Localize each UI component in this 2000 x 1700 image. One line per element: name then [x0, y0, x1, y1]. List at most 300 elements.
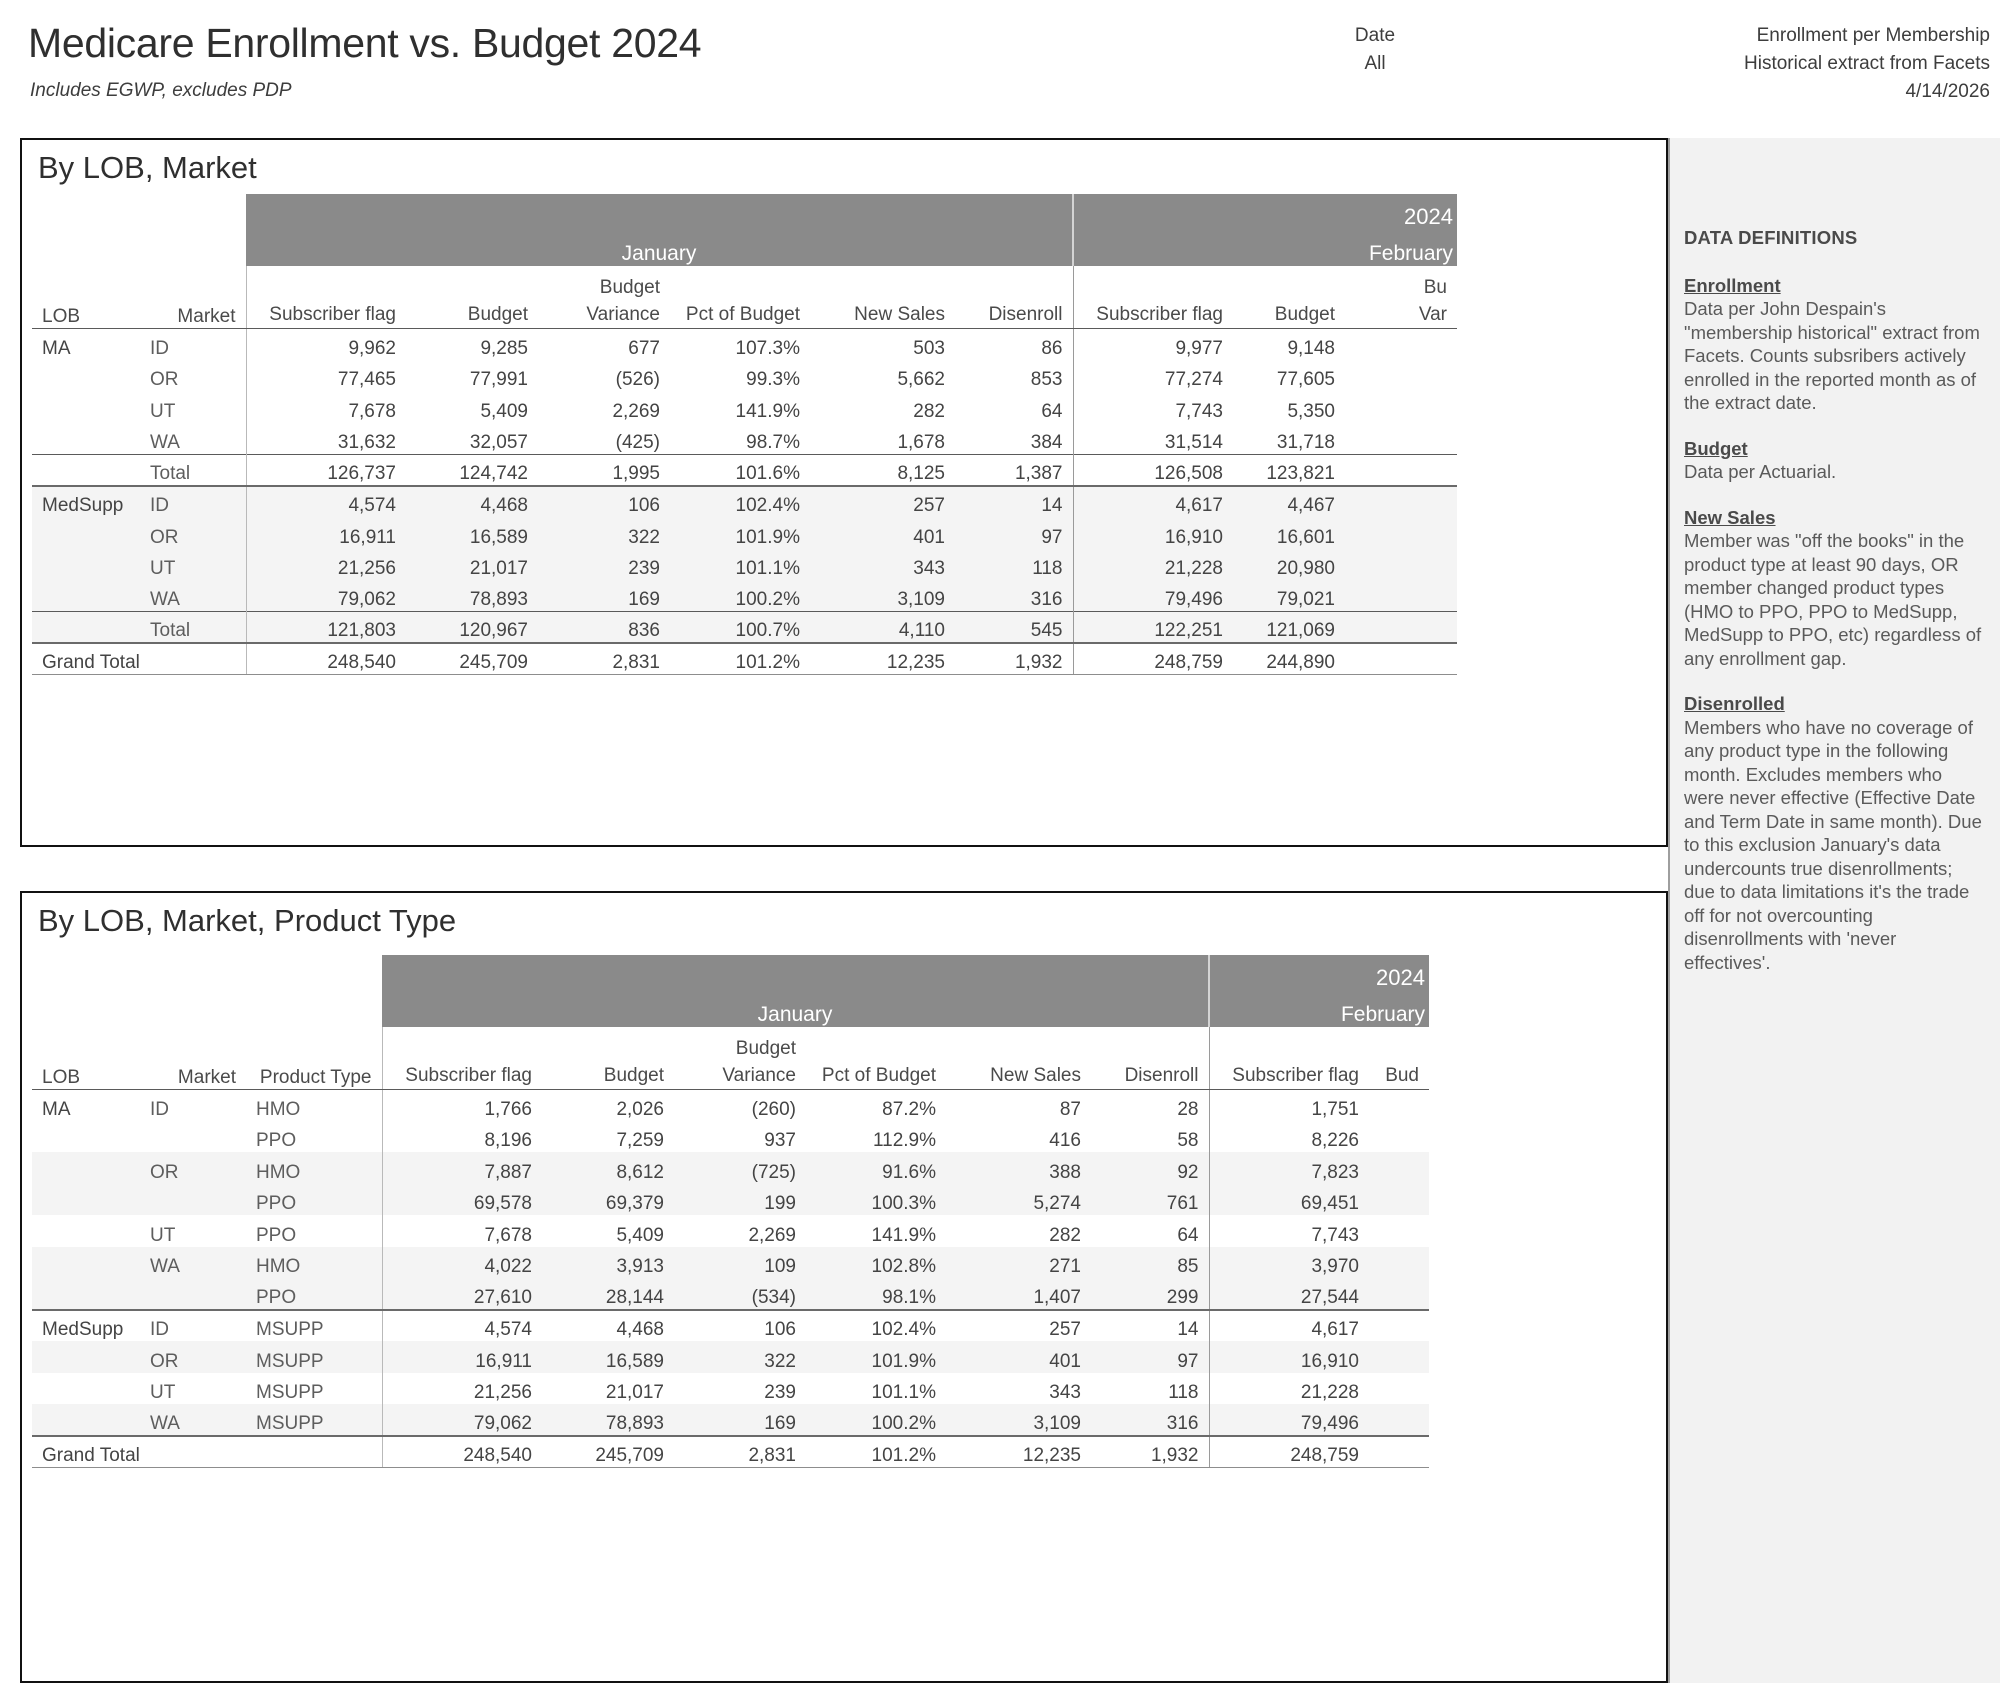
- cell-jan-disenroll: 761: [1091, 1184, 1209, 1216]
- col-header-feb-budget[interactable]: Budget: [1233, 266, 1345, 328]
- cell-jan-subscriber-flag: 4,022: [382, 1247, 542, 1279]
- cell-jan-disenroll: 14: [1091, 1310, 1209, 1342]
- cell-feb-subscriber-flag: 9,977: [1073, 328, 1233, 360]
- table-row: [32, 1341, 1429, 1373]
- definition-text: Members who have no coverage of any product type in the following month. Excludes members who were never effective (Effective Date and Term Date in same month). Due to this exclusion January's data undercounts true disenrollments; due to data limitations it's the trade off for not overcounting disenrollments with 'never effectives'.: [1684, 716, 1982, 973]
- cell-jan-disenroll: 1,932: [1091, 1436, 1209, 1468]
- cell-feb-budget-variance: [1345, 580, 1457, 612]
- cell-feb-subscriber-flag: 248,759: [1073, 643, 1233, 675]
- table-row: [32, 1373, 1429, 1405]
- header-band-month: [32, 230, 1457, 266]
- pivot-table-by-lob-market: [32, 194, 1457, 675]
- cell-market: ID: [150, 337, 169, 359]
- cell-jan-new-sales: 343: [1049, 1382, 1081, 1403]
- cell-jan-subscriber-flag: 16,911: [382, 1341, 542, 1373]
- cell-jan-disenroll: 86: [1041, 337, 1063, 359]
- table-subtotal-row: [32, 454, 1457, 486]
- cell-feb-budget: 16,601: [1233, 517, 1345, 549]
- cell-jan-budget: 21,017: [605, 1382, 664, 1403]
- cell-jan-new-sales: 388: [946, 1152, 1091, 1184]
- header-band-month: [32, 991, 1429, 1027]
- cell-jan-disenroll: 97: [955, 517, 1073, 549]
- col-header-jan-pct-of-budget[interactable]: Pct of Budget: [806, 1027, 946, 1089]
- cell-feb-budget: [1369, 1247, 1429, 1279]
- table-row: [32, 1404, 1429, 1436]
- cell-jan-pct-of-budget: 100.2%: [806, 1404, 946, 1436]
- cell-jan-pct-of-budget: 98.7%: [746, 431, 800, 453]
- cell-market: WA: [140, 580, 246, 612]
- cell-feb-budget: [1369, 1310, 1429, 1342]
- cell-jan-pct-of-budget: 141.9%: [735, 400, 800, 422]
- cell-jan-subscriber-flag: 121,803: [246, 612, 406, 644]
- col-header-market[interactable]: Market: [140, 1027, 246, 1089]
- table-row: [32, 1152, 1429, 1184]
- cell-jan-pct-of-budget: 100.3%: [806, 1184, 946, 1216]
- cell-feb-budget-variance: [1345, 486, 1457, 518]
- definition-budget: [1684, 437, 1984, 484]
- cell-jan-pct-of-budget: 102.4%: [670, 486, 810, 518]
- cell-feb-budget: [1369, 1373, 1429, 1405]
- cell-feb-budget-variance: [1345, 517, 1457, 549]
- cell-jan-disenroll: 545: [955, 612, 1073, 644]
- cell-market: ID: [140, 486, 246, 518]
- cell-jan-budget: 245,709: [542, 1436, 674, 1468]
- col-header-jan-new-sales[interactable]: New Sales: [810, 266, 955, 328]
- cell-jan-budget: 2,026: [616, 1098, 664, 1120]
- cell-jan-new-sales: 257: [810, 486, 955, 518]
- table-row: [32, 1278, 1429, 1310]
- cell-feb-budget: [1369, 1278, 1429, 1310]
- cell-feb-budget-variance: [1345, 360, 1457, 392]
- cell-feb-budget: 20,980: [1233, 549, 1345, 581]
- date-filter-label: Date: [1354, 25, 1396, 46]
- cell-jan-budget: 28,144: [542, 1278, 674, 1310]
- cell-market: [140, 1184, 246, 1216]
- cell-jan-budget: 16,589: [406, 517, 538, 549]
- cell-market: OR: [150, 369, 179, 390]
- col-header-jan-budget-variance[interactable]: Budget Variance: [674, 1027, 806, 1089]
- cell-jan-subscriber-flag: 8,196: [382, 1121, 542, 1153]
- visual-title: By LOB, Market, Product Type: [38, 903, 457, 938]
- table-row: [32, 423, 1457, 455]
- cell-feb-budget-variance: [1345, 391, 1457, 423]
- cell-feb-subscriber-flag: 21,228: [1209, 1373, 1369, 1405]
- cell-jan-disenroll: 316: [1091, 1404, 1209, 1436]
- page-title: Medicare Enrollment vs. Budget 2024: [28, 20, 702, 66]
- cell-jan-pct-of-budget: 100.7%: [670, 612, 810, 644]
- cell-jan-new-sales: 282: [913, 400, 945, 422]
- cell-feb-budget: [1369, 1436, 1429, 1468]
- cell-feb-subscriber-flag: 69,451: [1209, 1184, 1369, 1216]
- cell-jan-new-sales: 282: [1049, 1224, 1081, 1246]
- cell-feb-subscriber-flag: 4,617: [1209, 1310, 1369, 1342]
- cell-jan-budget-variance: 109: [674, 1247, 806, 1279]
- cell-feb-budget-variance: [1345, 643, 1457, 675]
- date-filter[interactable]: [1290, 22, 1460, 78]
- cell-jan-budget: 245,709: [406, 643, 538, 675]
- cell-jan-subscriber-flag: 248,540: [382, 1436, 542, 1468]
- cell-jan-pct-of-budget: 141.9%: [871, 1224, 936, 1246]
- table-row: [32, 1184, 1429, 1216]
- cell-jan-disenroll: 384: [1030, 431, 1063, 453]
- col-header-jan-subscriber-flag[interactable]: Subscriber flag: [382, 1027, 542, 1089]
- cell-jan-subscriber-flag: 7,678: [246, 391, 406, 423]
- cell-lob: MA: [42, 1098, 71, 1120]
- cell-jan-budget-variance: (534): [674, 1278, 806, 1310]
- source-date: 4/14/2026: [1905, 81, 1990, 102]
- cell-jan-budget-variance: (725): [674, 1152, 806, 1184]
- band-month-february: February: [1073, 230, 1457, 266]
- cell-jan-new-sales: 271: [946, 1247, 1091, 1279]
- date-filter-value: All: [1364, 53, 1386, 74]
- cell-market: UT: [150, 1382, 176, 1403]
- cell-jan-pct-of-budget: 112.9%: [872, 1130, 936, 1151]
- cell-product-type: PPO: [246, 1184, 382, 1216]
- definition-text: Member was "off the books" in the product type at least 90 days, OR member changed product types (HMO to PPO, PPO to MedSupp, MedSupp to PPO, etc) regardless of any enrollment gap.: [1684, 530, 1982, 669]
- column-header-row: [32, 266, 1457, 328]
- cell-jan-budget-variance: 2,831: [674, 1436, 806, 1468]
- cell-feb-budget-variance: [1345, 549, 1457, 581]
- col-header-feb-subscriber-flag[interactable]: Subscriber flag: [1209, 1027, 1369, 1089]
- cell-jan-budget: 4,468: [542, 1310, 674, 1342]
- cell-jan-budget-variance: 937: [764, 1130, 796, 1151]
- cell-jan-disenroll: 64: [1177, 1224, 1199, 1246]
- cell-jan-new-sales: 12,235: [810, 643, 955, 675]
- cell-feb-budget: 9,148: [1287, 337, 1335, 359]
- band-january-year: [382, 955, 1209, 991]
- cell-jan-new-sales: 257: [946, 1310, 1091, 1342]
- table-row: [32, 549, 1457, 581]
- cell-jan-subscriber-flag: 7,887: [382, 1152, 542, 1184]
- cell-jan-subscriber-flag: 4,574: [382, 1310, 542, 1342]
- cell-feb-budget: [1369, 1341, 1429, 1373]
- cell-jan-disenroll: 299: [1091, 1278, 1209, 1310]
- cell-grand-total-label: Grand Total: [32, 1436, 382, 1468]
- cell-jan-budget-variance: 677: [628, 337, 660, 359]
- cell-feb-subscriber-flag: 16,910: [1209, 1341, 1369, 1373]
- cell-feb-budget: [1369, 1184, 1429, 1216]
- cell-feb-budget: 5,350: [1287, 400, 1335, 422]
- cell-jan-new-sales: 3,109: [810, 580, 955, 612]
- cell-jan-disenroll: 1,387: [955, 454, 1073, 486]
- cell-product-type: MSUPP: [246, 1404, 382, 1436]
- cell-jan-budget: 78,893: [542, 1404, 674, 1436]
- cell-feb-subscriber-flag: 16,910: [1073, 517, 1233, 549]
- cell-lob: MedSupp: [32, 1310, 140, 1342]
- cell-jan-budget-variance: 836: [538, 612, 670, 644]
- cell-jan-budget: 69,379: [542, 1184, 674, 1216]
- cell-product-type: HMO: [246, 1247, 382, 1279]
- cell-feb-subscriber-flag: 3,970: [1209, 1247, 1369, 1279]
- cell-jan-budget: 120,967: [406, 612, 538, 644]
- band-january-year: [246, 194, 1073, 230]
- cell-feb-budget: [1369, 1215, 1429, 1247]
- cell-feb-subscriber-flag: 79,496: [1209, 1404, 1369, 1436]
- cell-feb-subscriber-flag: 4,617: [1073, 486, 1233, 518]
- pivot-table-by-lob-market-product-type: [32, 955, 1429, 1468]
- definition-new-sales: [1684, 506, 1984, 671]
- column-header-row: [32, 1027, 1429, 1089]
- col-header-lob[interactable]: LOB: [32, 266, 140, 328]
- cell-lob: MedSupp: [32, 486, 140, 518]
- col-header-jan-subscriber-flag[interactable]: Subscriber flag: [246, 266, 406, 328]
- cell-jan-budget: 9,285: [480, 337, 528, 359]
- cell-jan-disenroll: 853: [1030, 369, 1063, 390]
- cell-jan-disenroll: 28: [1177, 1098, 1199, 1120]
- cell-market: [140, 1278, 246, 1310]
- cell-feb-budget: [1369, 1152, 1429, 1184]
- cell-jan-budget-variance: 239: [764, 1382, 796, 1403]
- cell-jan-subscriber-flag: 79,062: [246, 580, 406, 612]
- cell-feb-budget: 121,069: [1233, 612, 1345, 644]
- cell-feb-budget: 77,605: [1276, 369, 1335, 390]
- col-header-jan-pct-of-budget[interactable]: Pct of Budget: [670, 266, 810, 328]
- cell-jan-budget-variance: 2,269: [748, 1224, 796, 1246]
- cell-jan-budget-variance: 169: [674, 1404, 806, 1436]
- cell-jan-subscriber-flag: 9,962: [246, 328, 406, 360]
- cell-jan-new-sales: 343: [810, 549, 955, 581]
- cell-jan-disenroll: 58: [1177, 1130, 1199, 1151]
- cell-jan-pct-of-budget: 87.2%: [882, 1098, 936, 1120]
- cell-jan-new-sales: 8,125: [810, 454, 955, 486]
- cell-jan-budget: 77,991: [469, 369, 528, 390]
- cell-product-type: PPO: [246, 1278, 382, 1310]
- col-header-feb-budget[interactable]: Bud: [1369, 1027, 1429, 1089]
- cell-jan-new-sales: 1,678: [897, 431, 945, 453]
- cell-jan-budget: 21,017: [406, 549, 538, 581]
- cell-jan-pct-of-budget: 107.3%: [735, 337, 800, 359]
- table-row: [32, 360, 1457, 392]
- col-header-lob[interactable]: LOB: [32, 1027, 140, 1089]
- cell-jan-new-sales: 503: [913, 337, 945, 359]
- definition-term: Disenrolled: [1684, 693, 1785, 714]
- cell-jan-budget: 5,409: [616, 1224, 664, 1246]
- cell-feb-budget: [1369, 1404, 1429, 1436]
- cell-product-type: HMO: [256, 1098, 301, 1120]
- cell-jan-new-sales: 4,110: [810, 612, 955, 644]
- cell-jan-pct-of-budget: 101.2%: [670, 643, 810, 675]
- cell-jan-new-sales: 1,407: [946, 1278, 1091, 1310]
- table-row: [32, 1247, 1429, 1279]
- cell-market: WA: [140, 1247, 246, 1279]
- cell-product-type: PPO: [256, 1224, 297, 1246]
- cell-jan-new-sales: 401: [810, 517, 955, 549]
- cell-jan-subscriber-flag: 248,540: [246, 643, 406, 675]
- cell-feb-budget: 4,467: [1233, 486, 1345, 518]
- cell-jan-budget-variance: 2,269: [612, 400, 660, 422]
- band-month-january: January: [382, 991, 1209, 1027]
- cell-feb-budget: 31,718: [1276, 431, 1335, 453]
- cell-jan-subscriber-flag: 126,737: [246, 454, 406, 486]
- cell-jan-budget: 8,612: [542, 1152, 674, 1184]
- cell-market: UT: [140, 549, 246, 581]
- col-header-jan-budget-variance[interactable]: Budget Variance: [538, 266, 670, 328]
- cell-market: UT: [150, 400, 176, 422]
- col-header-product-type[interactable]: Product Type: [246, 1027, 382, 1089]
- cell-jan-budget: 32,057: [469, 431, 528, 453]
- cell-jan-pct-of-budget: 99.3%: [746, 369, 800, 390]
- band-month-january: January: [246, 230, 1073, 266]
- cell-lob: MA: [42, 337, 71, 359]
- cell-product-type: HMO: [246, 1152, 382, 1184]
- cell-jan-new-sales: 12,235: [946, 1436, 1091, 1468]
- cell-market: WA: [140, 1404, 246, 1436]
- cell-jan-new-sales: 416: [1049, 1130, 1081, 1151]
- cell-jan-subscriber-flag: 4,574: [246, 486, 406, 518]
- cell-jan-subscriber-flag: 16,911: [246, 517, 406, 549]
- cell-feb-subscriber-flag: 7,743: [1209, 1215, 1369, 1247]
- table-row: [32, 391, 1457, 423]
- table-row: [32, 486, 1457, 518]
- cell-feb-subscriber-flag: 31,514: [1073, 423, 1233, 455]
- table-row: [32, 517, 1457, 549]
- cell-jan-budget-variance: 106: [538, 486, 670, 518]
- cell-jan-pct-of-budget: 102.8%: [806, 1247, 946, 1279]
- cell-jan-budget-variance: 2,831: [538, 643, 670, 675]
- cell-market: UT: [150, 1224, 176, 1246]
- visual-by-lob-market: [20, 138, 1668, 847]
- col-header-jan-disenroll[interactable]: Disenroll: [955, 266, 1073, 328]
- col-header-jan-new-sales[interactable]: New Sales: [946, 1027, 1091, 1089]
- table-row: [32, 1215, 1429, 1247]
- cell-jan-budget-variance: 322: [538, 517, 670, 549]
- table-row: [32, 1310, 1429, 1342]
- cell-feb-budget: [1369, 1089, 1429, 1121]
- definition-text: Data per Actuarial.: [1684, 461, 1837, 482]
- cell-market: WA: [150, 431, 180, 453]
- cell-feb-budget-variance: [1345, 612, 1457, 644]
- cell-jan-budget-variance: 239: [538, 549, 670, 581]
- cell-jan-budget-variance: (260): [751, 1098, 796, 1120]
- cell-jan-budget-variance: 106: [674, 1310, 806, 1342]
- cell-jan-budget-variance: 199: [674, 1184, 806, 1216]
- cell-feb-budget: 244,890: [1233, 643, 1345, 675]
- cell-total-label: Total: [140, 612, 246, 644]
- visual-title: By LOB, Market: [38, 150, 257, 185]
- col-header-jan-budget[interactable]: Budget: [406, 266, 538, 328]
- cell-jan-budget: 5,409: [480, 400, 528, 422]
- cell-jan-new-sales: 5,662: [897, 369, 945, 390]
- definition-term: New Sales: [1684, 506, 1776, 528]
- visual-by-lob-market-product-type: [20, 891, 1668, 1683]
- cell-product-type: PPO: [256, 1130, 297, 1151]
- header-band-year: [32, 955, 1429, 991]
- cell-grand-total-label: Grand Total: [32, 643, 246, 675]
- cell-jan-subscriber-flag: 77,465: [246, 360, 406, 392]
- cell-product-type: MSUPP: [256, 1382, 324, 1403]
- col-header-jan-disenroll[interactable]: Disenroll: [1091, 1027, 1209, 1089]
- col-header-market[interactable]: Market: [140, 266, 246, 328]
- band-year-2024: 2024: [1209, 955, 1429, 991]
- cell-jan-subscriber-flag: 7,678: [382, 1215, 542, 1247]
- cell-feb-subscriber-flag: 27,544: [1209, 1278, 1369, 1310]
- cell-jan-subscriber-flag: 21,256: [382, 1373, 542, 1405]
- cell-jan-budget: 3,913: [542, 1247, 674, 1279]
- cell-feb-budget: 79,021: [1233, 580, 1345, 612]
- definition-enrollment: [1684, 274, 1984, 415]
- table-row: [32, 580, 1457, 612]
- cell-jan-subscriber-flag: 79,062: [382, 1404, 542, 1436]
- table-grand-total-row: [32, 643, 1457, 675]
- cell-market: ID: [150, 1098, 169, 1120]
- cell-jan-pct-of-budget: 101.9%: [806, 1341, 946, 1373]
- cell-jan-budget: 124,742: [406, 454, 538, 486]
- cell-feb-subscriber-flag: 7,743: [1073, 391, 1233, 423]
- cell-jan-budget: 16,589: [542, 1341, 674, 1373]
- cell-jan-new-sales: 3,109: [946, 1404, 1091, 1436]
- definitions-heading: DATA DEFINITIONS: [1684, 227, 1858, 248]
- table-row: [32, 1121, 1429, 1153]
- cell-jan-budget-variance: (425): [615, 431, 660, 453]
- cell-jan-disenroll: 118: [955, 549, 1073, 581]
- band-month-february: February: [1209, 991, 1429, 1027]
- cell-jan-pct-of-budget: 101.1%: [871, 1382, 936, 1403]
- page-subtitle: Includes EGWP, excludes PDP: [30, 80, 292, 101]
- cell-market: OR: [140, 1341, 246, 1373]
- cell-jan-budget-variance: (526): [615, 369, 660, 390]
- cell-market: ID: [140, 1310, 246, 1342]
- data-definitions-panel: [1668, 138, 2000, 1683]
- cell-jan-new-sales: 5,274: [946, 1184, 1091, 1216]
- cell-market: OR: [140, 517, 246, 549]
- col-header-feb-subscriber-flag[interactable]: Subscriber flag: [1073, 266, 1233, 328]
- cell-feb-subscriber-flag: 77,274: [1073, 360, 1233, 392]
- cell-jan-disenroll: 92: [1091, 1152, 1209, 1184]
- cell-product-type: MSUPP: [246, 1310, 382, 1342]
- cell-jan-disenroll: 1,932: [955, 643, 1073, 675]
- cell-jan-pct-of-budget: 91.6%: [806, 1152, 946, 1184]
- cell-jan-pct-of-budget: 98.1%: [806, 1278, 946, 1310]
- definition-term: Enrollment: [1684, 274, 1781, 296]
- cell-feb-budget-variance: [1345, 423, 1457, 455]
- header-band-year: [32, 194, 1457, 230]
- table-subtotal-row: [32, 612, 1457, 644]
- cell-jan-subscriber-flag: 69,578: [382, 1184, 542, 1216]
- cell-jan-disenroll: 118: [1168, 1382, 1199, 1403]
- cell-jan-budget-variance: 1,995: [538, 454, 670, 486]
- cell-feb-subscriber-flag: 7,823: [1209, 1152, 1369, 1184]
- cell-feb-subscriber-flag: 8,226: [1209, 1121, 1369, 1153]
- cell-feb-subscriber-flag: 126,508: [1073, 454, 1233, 486]
- cell-jan-pct-of-budget: 101.6%: [670, 454, 810, 486]
- col-header-feb-budget-variance[interactable]: Bu Var: [1345, 266, 1457, 328]
- source-line-1: Enrollment per Membership: [1756, 25, 1990, 46]
- cell-jan-pct-of-budget: 100.2%: [670, 580, 810, 612]
- source-line-2: Historical extract from Facets: [1744, 53, 1990, 74]
- cell-jan-budget-variance: 322: [674, 1341, 806, 1373]
- cell-product-type: MSUPP: [246, 1341, 382, 1373]
- cell-feb-subscriber-flag: 122,251: [1073, 612, 1233, 644]
- cell-feb-budget: 123,821: [1233, 454, 1345, 486]
- table-row: [32, 1089, 1429, 1121]
- col-header-jan-budget[interactable]: Budget: [542, 1027, 674, 1089]
- cell-jan-pct-of-budget: 101.9%: [670, 517, 810, 549]
- table-grand-total-row: [32, 1436, 1429, 1468]
- cell-jan-subscriber-flag: 27,610: [382, 1278, 542, 1310]
- cell-jan-pct-of-budget: 101.1%: [670, 549, 810, 581]
- cell-jan-new-sales: 401: [946, 1341, 1091, 1373]
- cell-jan-disenroll: 316: [955, 580, 1073, 612]
- cell-feb-subscriber-flag: 1,751: [1209, 1089, 1369, 1121]
- definition-disenrolled: [1684, 692, 1984, 974]
- table-row: [32, 328, 1457, 360]
- cell-feb-budget-variance: [1345, 328, 1457, 360]
- cell-jan-subscriber-flag: 1,766: [382, 1089, 542, 1121]
- band-year-2024: 2024: [1073, 194, 1457, 230]
- cell-feb-subscriber-flag: 21,228: [1073, 549, 1233, 581]
- definition-text: Data per John Despain's "membership historical" extract from Facets. Counts subsribers actively enrolled in the reported month as of the extract date.: [1684, 298, 1980, 413]
- definition-term: Budget: [1684, 437, 1748, 459]
